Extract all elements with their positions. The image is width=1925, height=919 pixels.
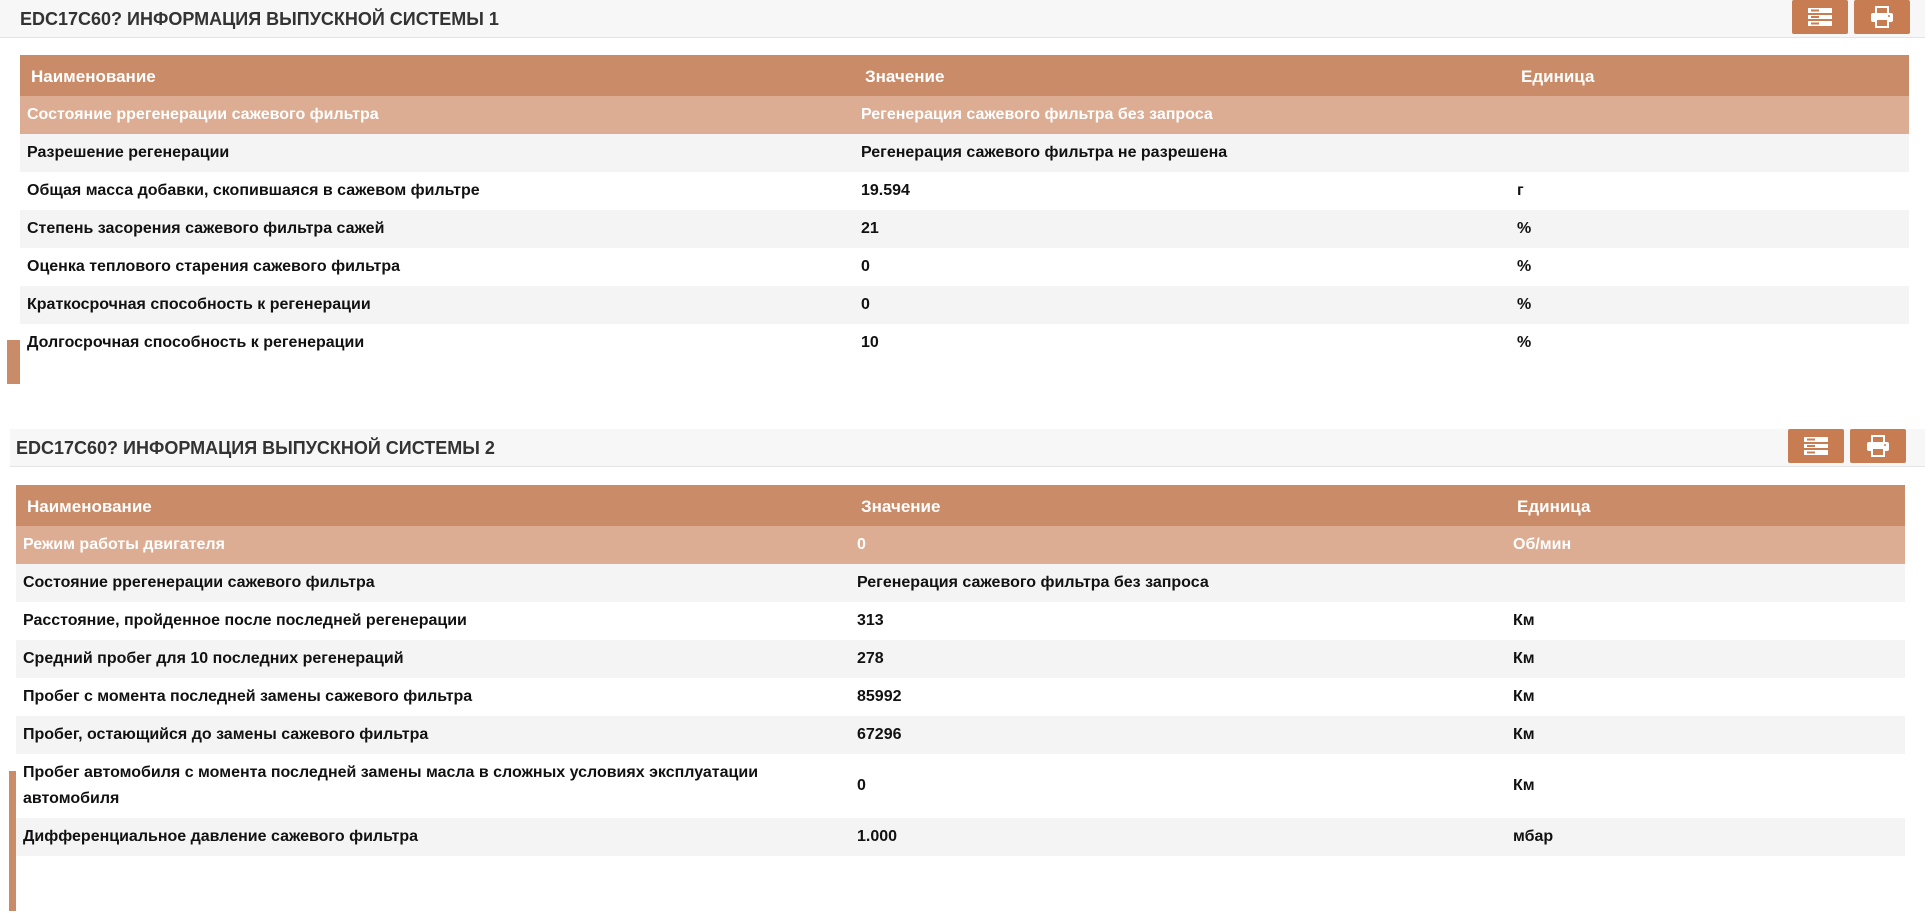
table-row[interactable]: [20, 324, 1909, 362]
table-row[interactable]: [16, 640, 1905, 678]
cell-name: Средний пробег для 10 последних регенераций: [16, 640, 850, 678]
list-view-button[interactable]: [1792, 0, 1848, 34]
panel-exhaust-info-1: [0, 0, 1925, 351]
cell-unit: г: [1510, 172, 1909, 210]
exhaust-table-1: [20, 55, 1909, 362]
print-button[interactable]: [1854, 0, 1910, 34]
cell-unit: Км: [1506, 754, 1905, 818]
cell-name: Краткосрочная способность к регенерации: [20, 286, 854, 324]
cell-unit: [1506, 564, 1905, 602]
cell-value: 21: [854, 210, 1510, 248]
cell-name: Пробег автомобиля с момента последней замены масла в сложных условиях эксплуатации автомобиля: [16, 754, 850, 818]
table-header-row: [16, 485, 1905, 526]
list-view-button[interactable]: [1788, 429, 1844, 463]
table-row[interactable]: [20, 172, 1909, 210]
panel-title: EDC17C60? ИНФОРМАЦИЯ ВЫПУСКНОЙ СИСТЕМЫ 1: [20, 9, 499, 29]
cell-value: 85992: [850, 678, 1506, 716]
table-row[interactable]: [20, 248, 1909, 286]
cell-value: 313: [850, 602, 1506, 640]
resize-handle[interactable]: [9, 771, 16, 911]
cell-name: Состояние ррегенерации сажевого фильтра: [16, 564, 850, 602]
table-row[interactable]: [20, 96, 1909, 134]
column-header-name[interactable]: Наименование: [20, 55, 854, 96]
panel-title: EDC17C60? ИНФОРМАЦИЯ ВЫПУСКНОЙ СИСТЕМЫ 2: [16, 438, 495, 458]
cell-name: Пробег с момента последней замены сажевого фильтра: [16, 678, 850, 716]
cell-unit: Км: [1506, 716, 1905, 754]
table-row[interactable]: [16, 526, 1905, 564]
cell-value: Регенерация сажевого фильтра без запроса: [854, 96, 1510, 134]
cell-unit: Об/мин: [1506, 526, 1905, 564]
cell-name: Долгосрочная способность к регенерации: [20, 324, 854, 362]
cell-unit: [1510, 96, 1909, 134]
cell-unit: Км: [1506, 678, 1905, 716]
column-header-unit[interactable]: Единица: [1510, 55, 1909, 96]
exhaust-table-2: [16, 485, 1905, 856]
list-icon: [1803, 436, 1829, 456]
printer-icon: [1866, 435, 1890, 457]
table-row[interactable]: [16, 602, 1905, 640]
cell-name: Состояние ррегенерации сажевого фильтра: [20, 96, 854, 134]
panel-exhaust-info-2: [10, 429, 1925, 845]
column-header-value[interactable]: Значение: [850, 485, 1506, 526]
column-header-name[interactable]: Наименование: [16, 485, 850, 526]
cell-value: Регенерация сажевого фильтра не разрешена: [854, 134, 1510, 172]
cell-value: 0: [854, 248, 1510, 286]
cell-unit: Км: [1506, 602, 1905, 640]
cell-value: 1.000: [850, 818, 1506, 856]
printer-icon: [1870, 6, 1894, 28]
cell-unit: Км: [1506, 640, 1905, 678]
table-row[interactable]: [20, 134, 1909, 172]
resize-handle[interactable]: [7, 340, 20, 384]
table-row[interactable]: [16, 564, 1905, 602]
cell-name: Пробег, остающийся до замены сажевого фильтра: [16, 716, 850, 754]
column-header-value[interactable]: Значение: [854, 55, 1510, 96]
cell-value: 0: [854, 286, 1510, 324]
cell-name: Режим работы двигателя: [16, 526, 850, 564]
cell-unit: [1510, 134, 1909, 172]
table-row[interactable]: [16, 818, 1905, 856]
cell-value: 67296: [850, 716, 1506, 754]
cell-name: Оценка теплового старения сажевого фильтра: [20, 248, 854, 286]
cell-unit: %: [1510, 286, 1909, 324]
cell-value: 10: [854, 324, 1510, 362]
cell-value: 0: [850, 526, 1506, 564]
table-row[interactable]: [20, 286, 1909, 324]
cell-name: Расстояние, пройденное после последней регенерации: [16, 602, 850, 640]
cell-value: 0: [850, 754, 1506, 818]
cell-value: 19.594: [854, 172, 1510, 210]
table-row[interactable]: [16, 678, 1905, 716]
print-button[interactable]: [1850, 429, 1906, 463]
cell-name: Разрешение регенерации: [20, 134, 854, 172]
cell-name: Общая масса добавки, скопившаяся в сажевом фильтре: [20, 172, 854, 210]
cell-unit: %: [1510, 210, 1909, 248]
cell-unit: %: [1510, 324, 1909, 362]
table-header-row: [20, 55, 1909, 96]
cell-unit: мбар: [1506, 818, 1905, 856]
cell-name: Степень засорения сажевого фильтра сажей: [20, 210, 854, 248]
table-row[interactable]: [16, 716, 1905, 754]
cell-value: 278: [850, 640, 1506, 678]
cell-name: Дифференциальное давление сажевого фильтра: [16, 818, 850, 856]
column-header-unit[interactable]: Единица: [1506, 485, 1905, 526]
list-icon: [1807, 7, 1833, 27]
cell-value: Регенерация сажевого фильтра без запроса: [850, 564, 1506, 602]
panel-header: [0, 0, 1925, 38]
panel-header: [10, 429, 1925, 467]
table-row[interactable]: [16, 754, 1905, 818]
cell-unit: %: [1510, 248, 1909, 286]
table-row[interactable]: [20, 210, 1909, 248]
